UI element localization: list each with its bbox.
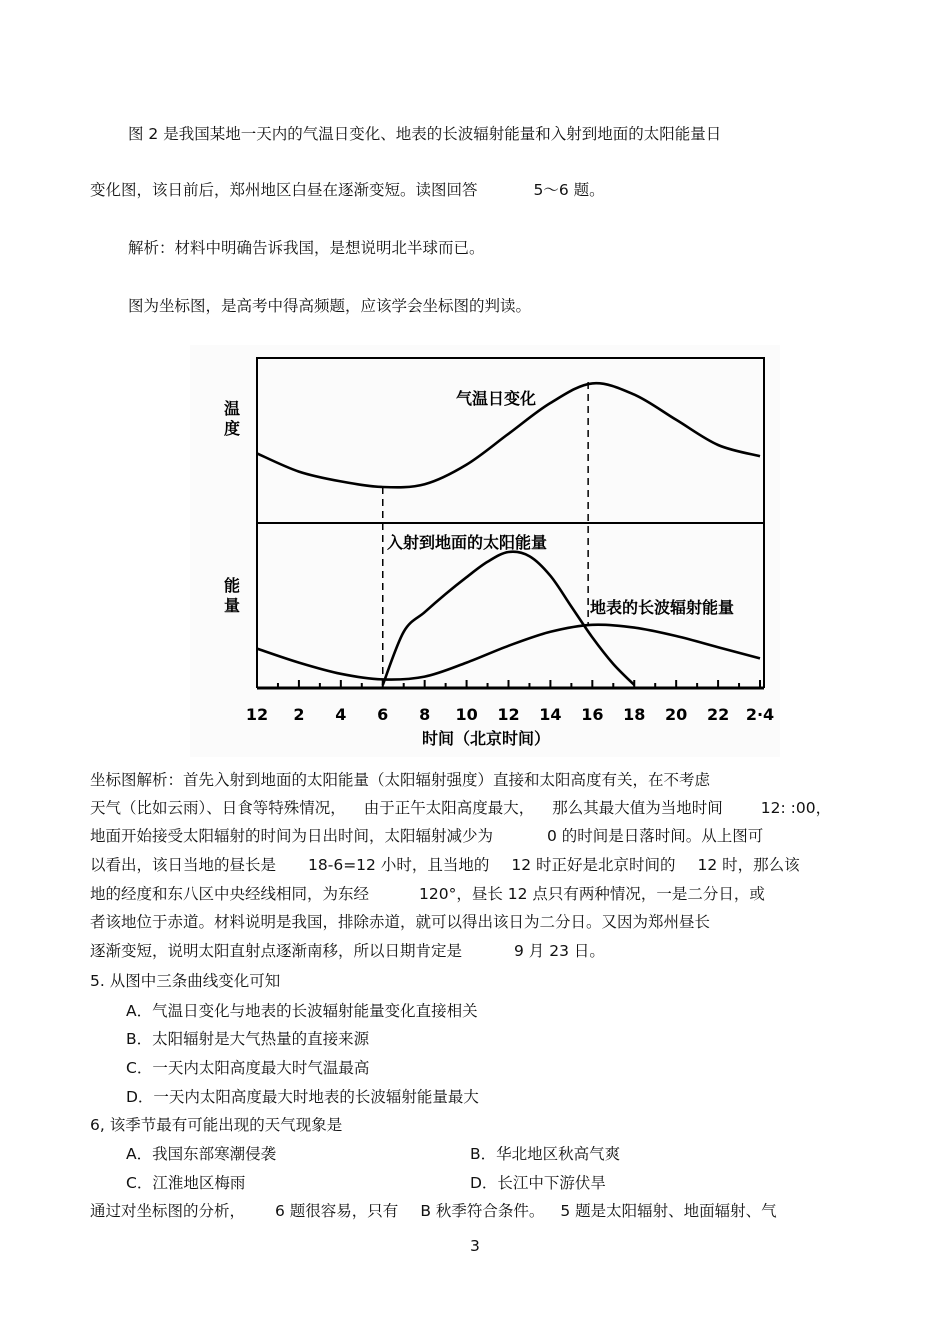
analysis-text: 12 时正好是北京时间的 <box>511 856 676 874</box>
tail-text: B 秋季符合条件。 <box>420 1202 545 1220</box>
energy-ylabel-1: 能 <box>223 576 241 595</box>
page-number: 3 <box>470 1237 480 1255</box>
analysis-line-6: 者该地位于赤道。材料说明是我国，排除赤道，就可以得出该日为二分日。又因为郑州昼长 <box>90 913 711 931</box>
intro-text: 变化图，该日前后，郑州地区白昼在逐渐变短。读图回答 <box>90 181 478 199</box>
x-axis-title: 时间（北京时间） <box>421 729 551 748</box>
x-tick-label: 2·4 <box>745 705 775 724</box>
analysis-text: 120°，昼长 12 点只有两种情况，一是二分日，或 <box>419 885 765 903</box>
analysis-line-3 <box>90 826 763 846</box>
analysis-text: 以看出，该日当地的昼长是 <box>90 856 277 874</box>
analysis-line-1: 坐标图解析：首先入射到地面的太阳能量（太阳辐射强度）直接和太阳高度有关，在不考虑 <box>90 771 711 789</box>
analysis-text: 地的经度和东八区中央经线相同，为东经 <box>90 885 370 903</box>
tail-text: 通过对坐标图的分析， <box>90 1202 246 1220</box>
intro-line-2 <box>90 180 605 200</box>
analysis-text: 9 月 23 日。 <box>514 942 605 960</box>
tail-line <box>90 1201 777 1221</box>
analysis-text: 0 的时间是日落时间。从上图可 <box>547 827 764 845</box>
longwave-curve-label: 地表的长波辐射能量 <box>590 598 735 617</box>
analysis-text: 由于正午太阳高度最大， <box>363 799 535 817</box>
q5-option-b: B．太阳辐射是大气热量的直接来源 <box>126 1030 370 1048</box>
q6-option-a: A．我国东部寒潮侵袭 <box>126 1145 277 1163</box>
analysis-text: 12: :00， <box>760 799 832 817</box>
x-tick-label: 14 <box>539 705 562 724</box>
tail-text: 6 题很容易，只有 <box>275 1202 399 1220</box>
solar-energy-curve-label: 入射到地面的太阳能量 <box>387 533 548 552</box>
temperature-ylabel-1: 温 <box>223 399 241 418</box>
chart-figure <box>190 345 780 757</box>
analysis-line-7 <box>90 941 605 961</box>
x-tick-label: 18 <box>623 705 646 724</box>
x-tick-label: 12 <box>497 705 520 724</box>
temperature-ylabel-2: 度 <box>223 419 241 438</box>
x-tick-label: 8 <box>419 705 431 724</box>
q5-option-a: A．气温日变化与地表的长波辐射能量变化直接相关 <box>126 1002 478 1020</box>
q6-option-b: B．华北地区秋高气爽 <box>470 1145 621 1163</box>
analysis-text: 地面开始接受太阳辐射的时间为日出时间，太阳辐射减少为 <box>90 827 494 845</box>
q5-option-d: D．一天内太阳高度最大时地表的长波辐射能量最大 <box>126 1088 479 1106</box>
x-tick-label: 12 <box>245 705 269 724</box>
q6-option-c: C．江淮地区梅雨 <box>126 1174 246 1192</box>
analysis-note-2: 图为坐标图，是高考中得高频题，应该学会坐标图的判读。 <box>128 297 532 315</box>
analysis-text: 逐渐变短，说明太阳直射点逐渐南移，所以日期肯定是 <box>90 942 463 960</box>
question-range: 5～6 题。 <box>533 181 605 199</box>
analysis-line-4 <box>90 855 800 875</box>
energy-ylabel-2: 量 <box>223 596 241 615</box>
analysis-line-2 <box>90 798 831 818</box>
x-tick-label: 2 <box>293 705 305 724</box>
analysis-text: 18-6=12 小时，且当地的 <box>308 856 490 874</box>
analysis-note-1: 解析：材料中明确告诉我国，是想说明北半球而已。 <box>128 239 485 257</box>
analysis-text: 12 时，那么该 <box>697 856 800 874</box>
q5-option-c: C．一天内太阳高度最大时气温最高 <box>126 1059 370 1077</box>
intro-line-1: 图 2 是我国某地一天内的气温日变化、地表的长波辐射能量和入射到地面的太阳能量日 <box>128 125 722 143</box>
x-tick-label: 20 <box>665 705 688 724</box>
x-tick-label: 16 <box>581 705 604 724</box>
x-tick-label: 4 <box>335 705 347 724</box>
analysis-text: 那么其最大值为当地时间 <box>552 799 723 817</box>
tail-text: 5 题是太阳辐射、地面辐射、气 <box>560 1202 777 1220</box>
x-tick-label: 22 <box>706 705 730 724</box>
q6-stem: 6, 该季节最有可能出现的天气现象是 <box>90 1116 343 1134</box>
temperature-curve-label: 气温日变化 <box>456 389 537 408</box>
x-tick-label: 6 <box>377 705 389 724</box>
analysis-line-5 <box>90 884 765 904</box>
q6-option-d: D．长江中下游伏旱 <box>470 1174 606 1192</box>
x-tick-label: 10 <box>455 705 478 724</box>
analysis-text: 天气（比如云雨）、日食等特殊情况， <box>90 799 346 817</box>
q5-stem: 5. 从图中三条曲线变化可知 <box>90 972 281 990</box>
